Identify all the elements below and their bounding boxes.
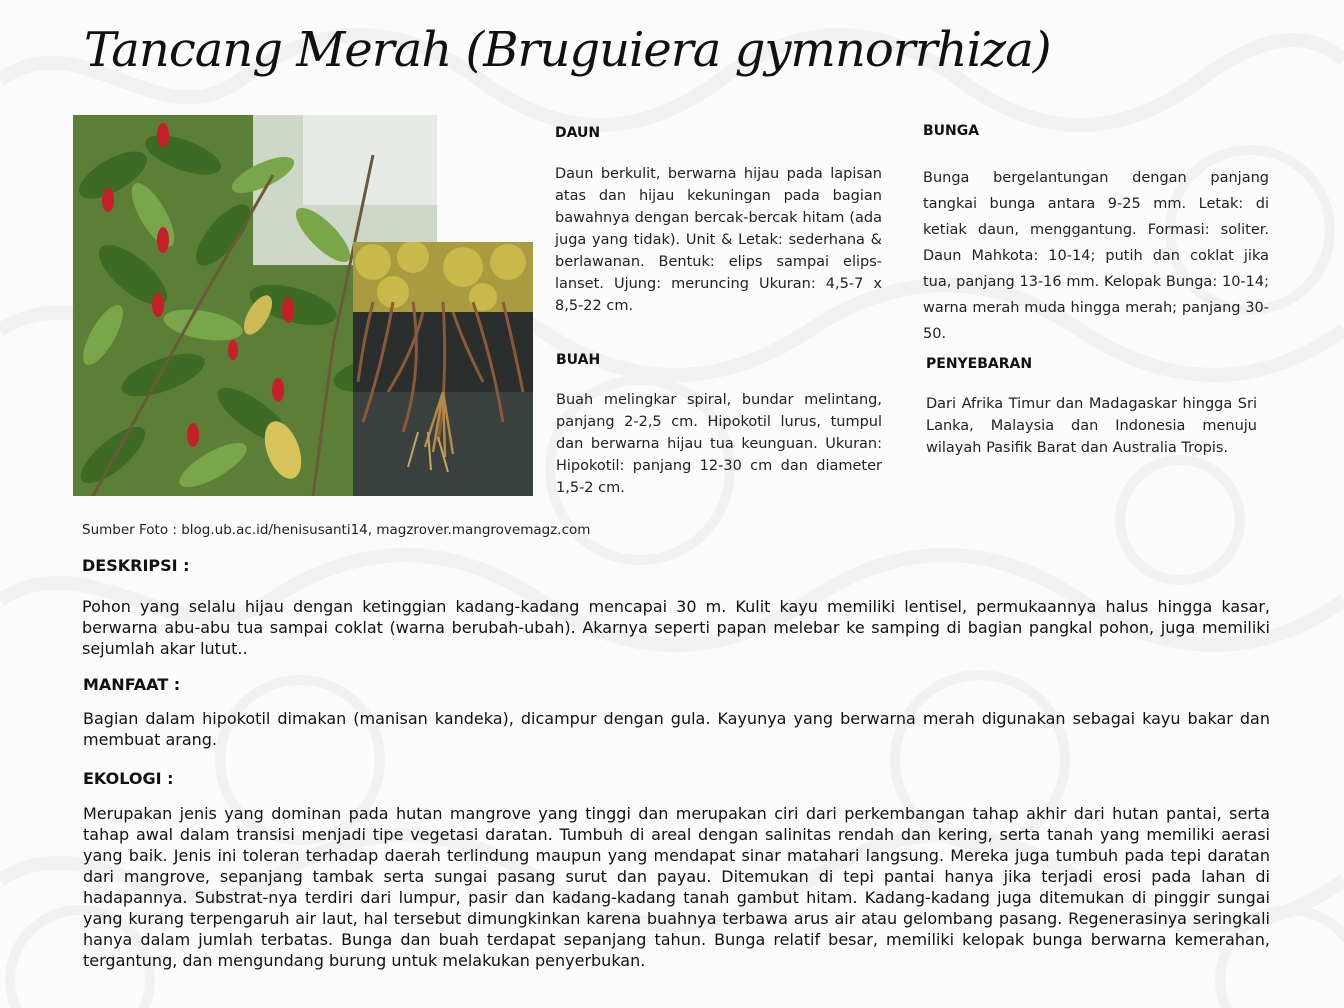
buah-text: Buah melingkar spiral, bundar melintang, panjang 2-2,5 cm. Hipokotil lurus, tumpul dan berwarna hijau tua keunguan. Ukuran: Hipokotil: panjang 12-30 cm dan diameter 1,5-2 cm. <box>556 392 882 496</box>
penyebaran-text: Dari Afrika Timur dan Madagaskar hingga Sri Lanka, Malaysia dan Indonesia menuju wilayah Pasifik Barat dan Australia Tropis. <box>926 396 1257 456</box>
deskripsi-text: Pohon yang selalu hijau dengan ketinggian kadang-kadang mencapai 30 m. Kulit kayu memiliki lentisel, permukaannya halus hingga kasar, berwarna abu-abu tua sampai coklat (warna berubah-ubah). Akarnya seperti papan melebar ke samping di bagian pangkal pohon, juga memiliki sejumlah akar lutut.. <box>82 597 1270 658</box>
daun-heading: DAUN <box>555 125 601 141</box>
daun-text: Daun berkulit, berwarna hijau pada lapisan atas dan hijau kekuningan pada bagian bawahnya dengan bercak-bercak hitam (ada juga yang tidak). Unit & Letak: sederhana & berlawanan. Bentuk: elips sampai elips-lanset. Ujung: meruncing Ukuran: 4,5-7 x 8,5-22 cm. <box>555 166 882 314</box>
photo-source-caption: Sumber Foto : blog.ub.ac.id/henisusanti14, magzrover.mangrovemagz.com <box>82 522 591 538</box>
manfaat-text: Bagian dalam hipokotil dimakan (manisan kandeka), dicampur dengan gula. Kayunya yang berwarna merah digunakan sebagai kayu bakar dan membuat arang. <box>83 709 1270 749</box>
page-title: Tancang Merah (Bruguiera gymnorrhiza) <box>84 22 1051 78</box>
penyebaran-heading: PENYEBARAN <box>926 356 1033 372</box>
ekologi-heading: EKOLOGI : <box>83 769 174 788</box>
bunga-heading: BUNGA <box>923 123 980 139</box>
deskripsi-heading: DESKRIPSI : <box>82 556 190 575</box>
buah-heading: BUAH <box>556 352 601 368</box>
bunga-text: Bunga bergelantungan dengan panjang tangkai bunga antara 9-25 mm. Letak: di ketiak daun, menggantung. Formasi: soliter. Daun Mahkota: 10-14; putih dan coklat jika tua, panjang 13-16 mm. Kelopak Bunga: 10-14; warna merah muda hingga merah; panjang 30-50. <box>923 170 1269 342</box>
manfaat-heading: MANFAAT : <box>83 675 181 694</box>
ekologi-text: Merupakan jenis yang dominan pada hutan mangrove yang tinggi dan merupakan ciri dari perkembangan tahap akhir dari hutan pantai, serta tahap awal dalam transisi menjadi tipe vegetasi daratan. Tumbuh di areal dengan salinitas rendah dan kering, serta tanah yang memiliki aerasi yang baik. Jenis ini toleran terhadap daerah terlindung maupun yang mendapat sinar matahari langsung. Mereka juga tumbuh pada tepi daratan dari mangrove, sepanjang tambak serta sungai pasang surut dan payau. Ditemukan di tepi pantai hanya jika terjadi erosi pada lahan di hadapannya. Substrat-nya terdiri dari lumpur, pasir dan kadang-kadang tanah gambut hitam. Kadang-kadang juga ditemukan di pinggir sungai yang kurang terpengaruh air laut, hal tersebut dimungkinkan karena buahnya terbawa arus air atau gelombang pasang. Regenerasinya seringkali hanya dalam jumlah terbatas. Bunga dan buah terdapat sepanjang tahun. Bunga relatif besar, memiliki kelopak bunga berwarna kemerahan, tergantung, dan mengundang burung untuk melakukan penyerbukan. <box>83 804 1270 970</box>
mangrove-roots-water-photo <box>353 242 533 496</box>
